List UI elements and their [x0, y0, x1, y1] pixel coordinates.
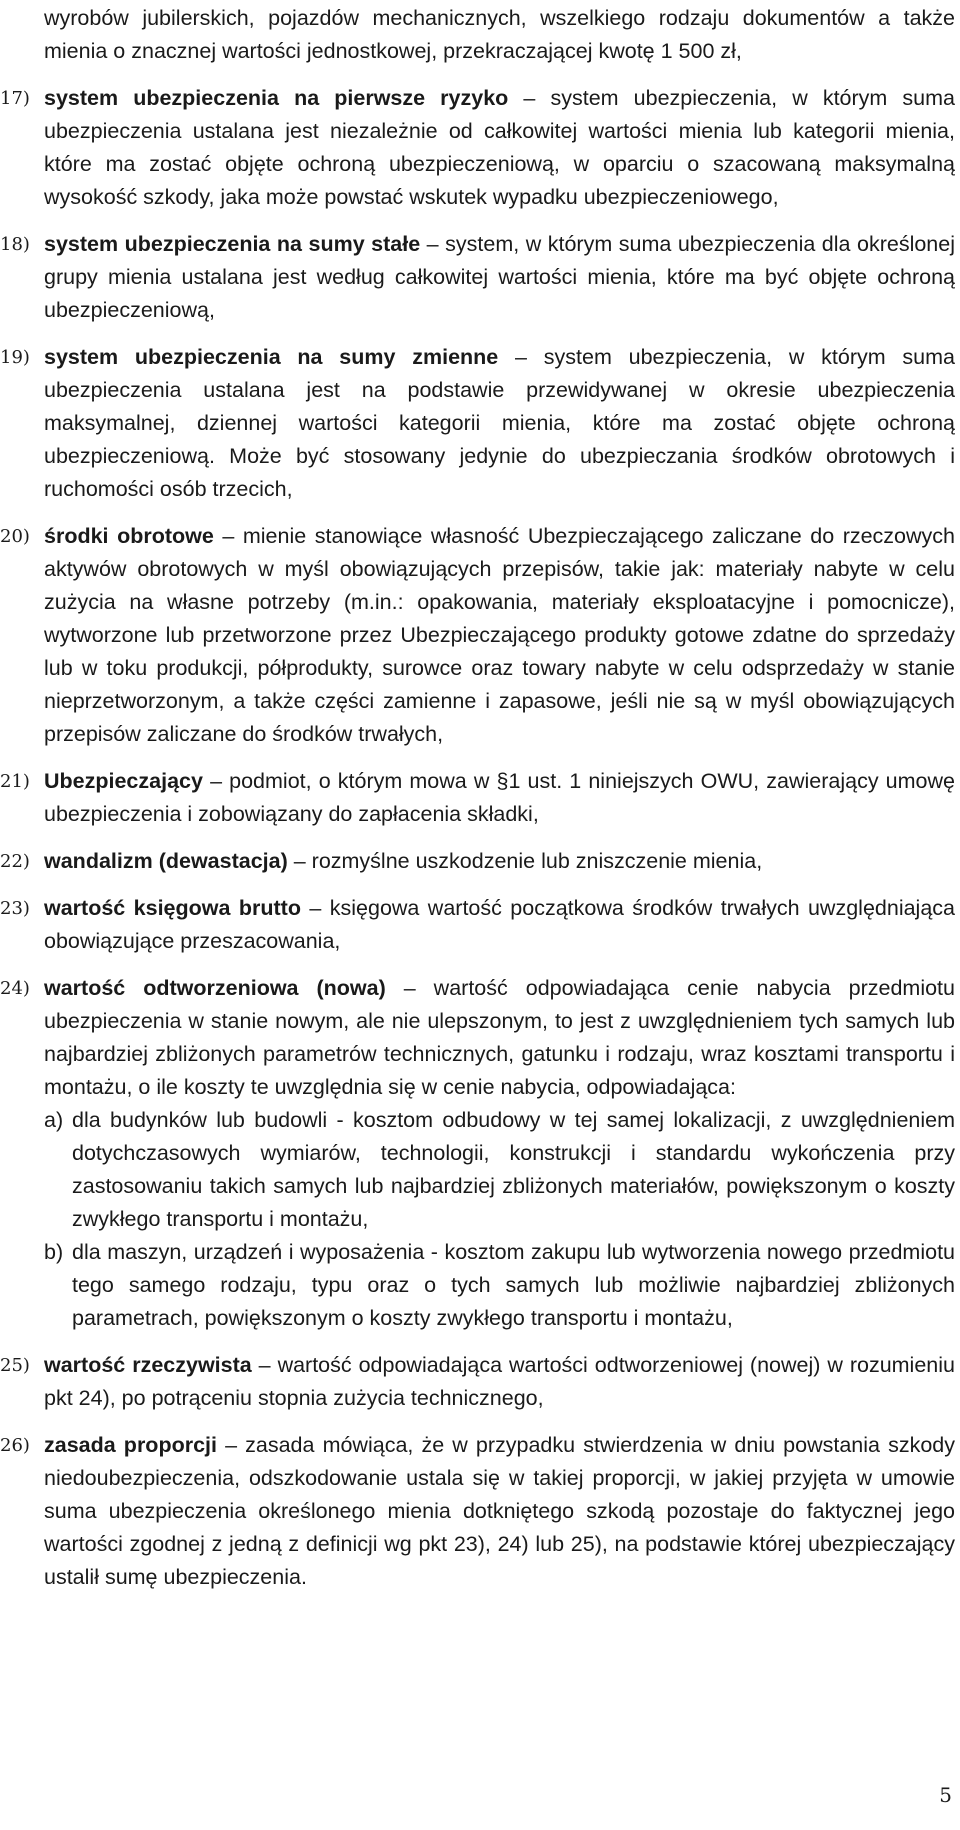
- subitem-letter: a): [44, 1108, 64, 1132]
- definition-term: system ubezpieczenia na pierwsze ryzyko: [44, 86, 509, 110]
- definition-subitem-b: [44, 1236, 955, 1335]
- definition-subitem-a: [44, 1104, 955, 1236]
- intro-paragraph: wyrobów jubilerskich, pojazdów mechanicznych, wszelkiego rodzaju dokumentów a także mienia o znacznej wartości jednostkowej, przekraczającej kwotę 1 500 zł,: [44, 6, 955, 63]
- definition-item-19: [0, 341, 955, 506]
- definition-term: wandalizm (dewastacja): [44, 849, 288, 873]
- definition-text: – system ubezpieczenia, w którym suma ubezpieczenia ustalana jest niezależnie od całkowitej wartości mienia lub kategorii mienia, które ma zostać objęte ochroną ubezpieczeniową, w oparciu o szacowaną maksymalną wysokość szkody, jaka może powstać wskutek wypadku ubezpieczeniowego,: [44, 86, 955, 209]
- definition-number: 17): [0, 88, 30, 109]
- definition-text: – podmiot, o którym mowa w §1 ust. 1 niniejszych OWU, zawierający umowę ubezpieczenia i zobowiązany do zapłacenia składki,: [44, 769, 955, 826]
- definition-term: wartość odtworzeniowa (nowa): [44, 976, 386, 1000]
- definition-item-18: [0, 228, 955, 327]
- definitions-content: [0, 2, 955, 1594]
- definition-number: 18): [0, 234, 30, 255]
- definition-text: – wartość odpowiadająca cenie nabycia przedmiotu ubezpieczenia w stanie nowym, ale nie ulepszonym, to jest z uwzględnieniem tych samych lub najbardziej zbliżonych parametrów technicznych, gatunku i rodzaju, wraz kosztami transportu i montażu, o ile koszty te uwzględnia się w cenie nabycia, odpowiadająca:: [44, 976, 955, 1099]
- subitem-letter: b): [44, 1240, 64, 1264]
- definition-item-26: [0, 1429, 955, 1594]
- definition-number: 23): [0, 898, 30, 919]
- definition-item-21: [0, 765, 955, 831]
- definition-term: zasada proporcji: [44, 1433, 217, 1457]
- definition-text: – mienie stanowiące własność Ubezpieczającego zaliczane do rzeczowych aktywów obrotowych w myśl obowiązujących przepisów, takie jak: materiały nabyte w celu zużycia na własne potrzeby (m.in.: opakowania, materiały eksploatacyjne i pomocnicze), wytworzone lub przetworzone przez Ubezpieczającego produkty gotowe zdatne do sprzedaży lub w toku produkcji, półprodukty, surowce oraz towary nabyte w celu odsprzedaży w stanie nieprzetworzonym, a także części zamienne i zapasowe, jeśli nie są w myśl obowiązujących przepisów zaliczane do środków trwałych,: [44, 524, 955, 746]
- definition-number: 19): [0, 347, 30, 368]
- definition-term: system ubezpieczenia na sumy stałe: [44, 232, 421, 256]
- definition-item-20: [0, 520, 955, 751]
- definition-term: Ubezpieczający: [44, 769, 203, 793]
- subitem-text: dla maszyn, urządzeń i wyposażenia - kosztom zakupu lub wytworzenia nowego przedmiotu tego samego rodzaju, typu oraz o tych samych lub możliwie najbardziej zbliżonych parametrach, powiększonym o koszty zwykłego transportu i montażu,: [72, 1240, 955, 1330]
- definition-number: 24): [0, 978, 30, 999]
- definition-number: 22): [0, 851, 30, 872]
- subitem-text: dla budynków lub budowli - kosztom odbudowy w tej samej lokalizacji, z uwzględnieniem dotychczasowych wymiarów, technologii, konstrukcji i standardu wykończenia przy zastosowaniu takich samych lub najbardziej zbliżonych materiałów, powiększonym o koszty zwykłego transportu i montażu,: [72, 1108, 955, 1231]
- definition-text: – system ubezpieczenia, w którym suma ubezpieczenia ustalana jest na podstawie przewidywanej w okresie ubezpieczenia maksymalnej, dziennej wartości kategorii mienia, które ma zostać objęte ochroną ubezpieczeniową. Może być stosowany jedynie do ubezpieczania środków obrotowych i ruchomości osób trzecich,: [44, 345, 955, 501]
- definition-number: 26): [0, 1435, 30, 1456]
- definition-number: 25): [0, 1355, 30, 1376]
- definition-item-22: [0, 845, 955, 878]
- definition-term: wartość księgowa brutto: [44, 896, 301, 920]
- definition-item-17: [0, 82, 955, 214]
- definition-text: – system, w którym suma ubezpieczenia dla określonej grupy mienia ustalana jest według całkowitej wartości mienia, które ma być objęte ochroną ubezpieczeniową,: [44, 232, 956, 322]
- definition-item-23: [0, 892, 955, 958]
- page-number: 5: [939, 1783, 952, 1807]
- definition-term: wartość rzeczywista: [44, 1353, 252, 1377]
- definition-term: środki obrotowe: [44, 524, 214, 548]
- definition-text: – wartość odpowiadająca wartości odtworzeniowej (nowej) w rozumieniu pkt 24), po potrąceniu stopnia zużycia technicznego,: [44, 1353, 955, 1410]
- definition-number: 21): [0, 771, 30, 792]
- definition-term: system ubezpieczenia na sumy zmienne: [44, 345, 499, 369]
- definition-text: – księgowa wartość początkowa środków trwałych uwzględniająca obowiązujące przeszacowania,: [44, 896, 955, 953]
- definition-item-25: [0, 1349, 955, 1415]
- definition-text: – rozmyślne uszkodzenie lub zniszczenie mienia,: [287, 849, 763, 873]
- definition-number: 20): [0, 526, 30, 547]
- definition-item-24: [0, 972, 955, 1335]
- definition-text: – zasada mówiąca, że w przypadku stwierdzenia w dniu powstania szkody niedoubezpieczenia, odszkodowanie ustala się w takiej proporcji, w jakiej przyjęta w umowie suma ubezpieczenia określonego mienia dotkniętego szkodą pozostaje do faktycznej jego wartości zgodnej z jedną z definicji wg pkt 23), 24) lub 25), na podstawie której ubezpieczający ustalił sumę ubezpieczenia.: [44, 1433, 955, 1589]
